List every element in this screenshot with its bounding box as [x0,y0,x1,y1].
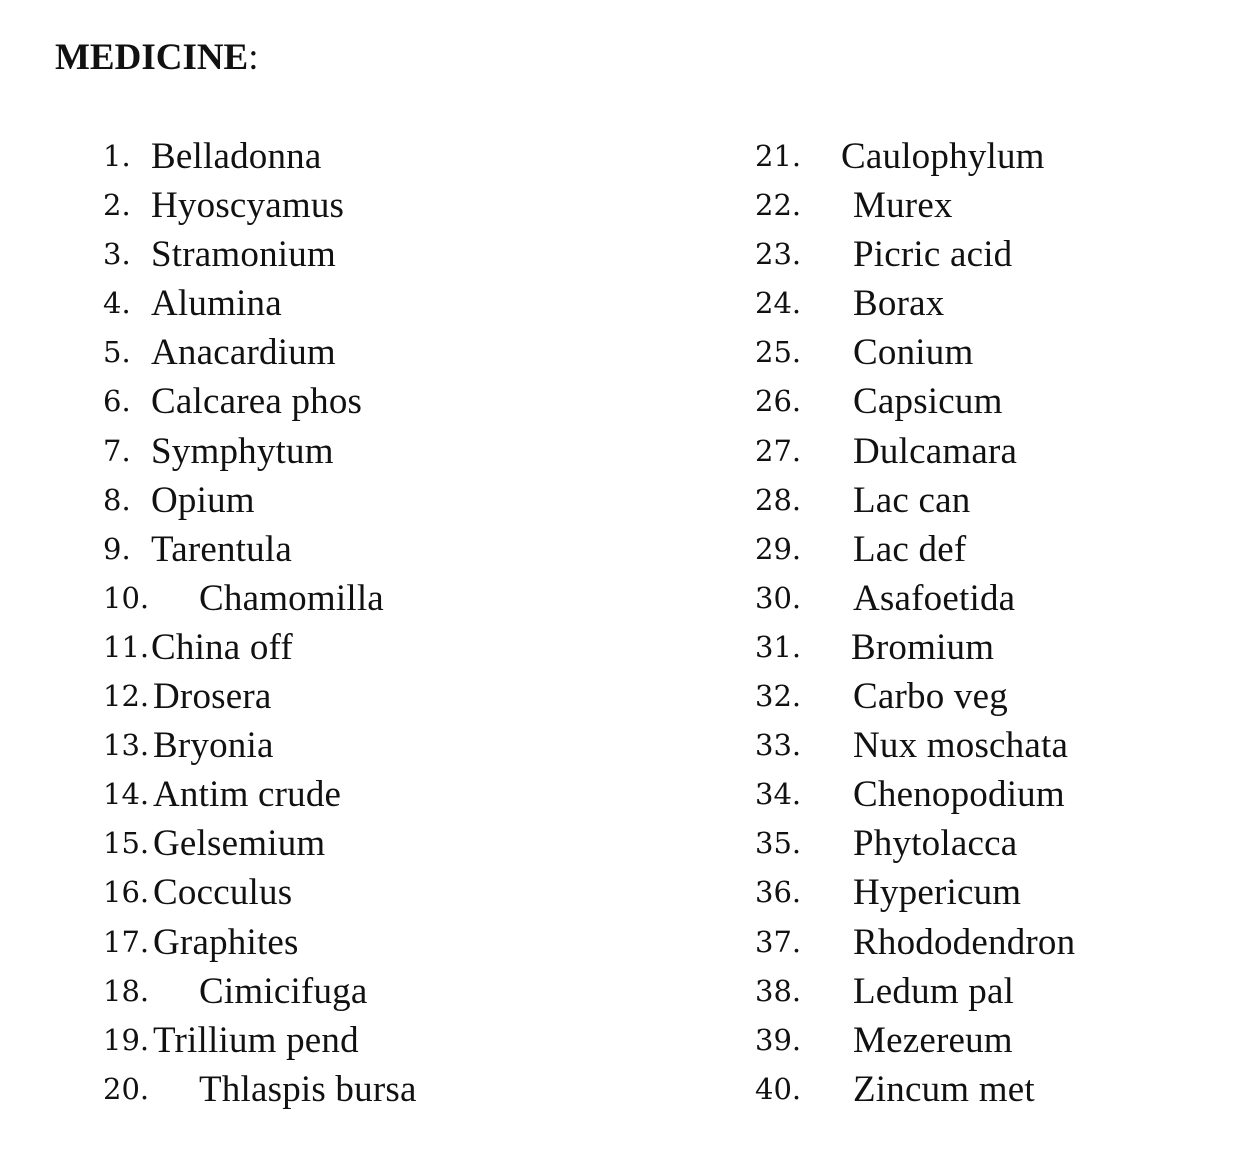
medicine-name: Stramonium [151,234,336,276]
list-item [103,427,663,476]
medicine-name: Nux moschata [853,725,1069,767]
item-number: 11. [103,629,150,664]
list-item [755,279,1215,328]
list-item [103,476,663,525]
list-item [755,1065,1215,1114]
medicine-name: China off [151,626,293,668]
item-number: 29. [755,531,802,566]
medicine-name: Bryonia [153,725,274,767]
list-item [755,721,1215,770]
list-item [103,1065,663,1114]
item-number: 5. [103,335,131,370]
medicine-list-right [755,132,1215,1114]
item-number: 37. [755,924,802,959]
medicine-name: Symphytum [151,430,334,472]
item-number: 33. [755,728,802,763]
medicine-name: Bromium [851,626,995,668]
item-number: 13. [103,728,150,763]
item-number: 16. [103,875,150,910]
list-item [755,132,1215,181]
medicine-name: Chamomilla [199,577,384,619]
list-item [103,574,663,623]
medicine-name: Cocculus [153,872,293,914]
item-number: 1. [103,139,131,173]
list-item [755,181,1215,230]
medicine-name: Hyoscyamus [151,185,345,227]
item-number: 10. [103,580,150,615]
medicine-name: Capsicum [853,381,1003,423]
list-item [755,427,1215,476]
item-number: 31. [755,629,802,664]
list-item [103,328,663,377]
list-item [103,770,663,819]
item-number: 21. [755,139,802,173]
list-item [103,377,663,426]
item-number: 23. [755,237,802,272]
medicine-name: Cimicifuga [199,970,368,1012]
item-number: 9. [103,531,131,566]
medicine-name: Lac can [853,479,971,521]
item-number: 28. [755,482,802,517]
medicine-name: Belladonna [151,136,322,177]
medicine-name: Tarentula [151,528,292,570]
list-item [103,279,663,328]
item-number: 3. [103,237,131,272]
list-item [755,1016,1215,1065]
medicine-name: Dulcamara [853,430,1018,472]
heading-colon: : [248,37,259,78]
list-item [755,574,1215,623]
list-item [755,525,1215,574]
list-item [103,967,663,1016]
medicine-name: Opium [151,479,255,521]
medicine-name: Ledum pal [853,970,1015,1012]
medicine-name: Borax [853,283,945,325]
item-number: 18. [103,973,150,1008]
medicine-name: Alumina [151,283,282,325]
list-item [755,476,1215,525]
medicine-name: Caulophylum [841,136,1045,177]
item-number: 24. [755,286,802,321]
medicine-name: Zincum met [853,1068,1035,1110]
medicine-name: Anacardium [151,332,336,374]
medicine-name: Picric acid [853,234,1013,276]
list-item [755,623,1215,672]
medicine-list-left [103,132,663,1114]
heading-title: MEDICINE [55,37,249,78]
item-number: 17. [103,924,150,959]
item-number: 34. [755,777,802,812]
list-item [755,377,1215,426]
list-item [103,230,663,279]
list-item [103,1016,663,1065]
medicine-name: Asafoetida [853,577,1016,619]
list-item [103,918,663,967]
medicine-name: Thlaspis bursa [199,1068,417,1110]
list-item [755,672,1215,721]
medicine-name: Antim crude [153,774,342,816]
item-number: 15. [103,826,150,861]
item-number: 7. [103,433,131,468]
list-item [755,230,1215,279]
item-number: 36. [755,875,802,910]
item-number: 30. [755,580,802,615]
item-number: 19. [103,1022,150,1057]
medicine-name: Chenopodium [853,774,1065,816]
medicine-name: Mezereum [853,1019,1013,1061]
medicine-name: Conium [853,332,974,374]
medicine-name: Gelsemium [153,823,326,865]
list-item [755,967,1215,1016]
list-item [103,181,663,230]
list-item [103,721,663,770]
item-number: 38. [755,973,802,1008]
list-item [103,819,663,868]
item-number: 4. [103,286,131,321]
item-number: 22. [755,188,802,223]
item-number: 8. [103,482,131,517]
list-item [755,868,1215,917]
item-number: 12. [103,679,150,714]
list-item [755,328,1215,377]
item-number: 32. [755,679,802,714]
medicine-name: Hypericum [853,872,1022,914]
item-number: 35. [755,826,802,861]
medicine-name: Phytolacca [853,823,1018,865]
item-number: 27. [755,433,802,468]
item-number: 39. [755,1022,802,1057]
list-item [755,819,1215,868]
item-number: 2. [103,188,131,223]
list-item [103,672,663,721]
medicine-name: Lac def [853,528,967,570]
medicine-name: Rhododendron [853,921,1076,963]
item-number: 26. [755,384,802,419]
list-item [103,525,663,574]
list-item [103,868,663,917]
medicine-name: Murex [853,185,953,227]
medicine-name: Carbo veg [853,676,1008,718]
list-item [103,623,663,672]
medicine-name: Graphites [153,921,299,963]
list-item [755,770,1215,819]
medicine-name: Calcarea phos [151,381,363,423]
list-item [755,918,1215,967]
item-number: 25. [755,335,802,370]
list-item [103,132,663,181]
page-title [55,36,259,80]
medicine-name: Drosera [153,676,272,718]
medicine-name: Trillium pend [153,1019,359,1061]
item-number: 40. [755,1071,802,1106]
item-number: 14. [103,777,150,812]
item-number: 20. [103,1071,150,1106]
item-number: 6. [103,384,131,419]
